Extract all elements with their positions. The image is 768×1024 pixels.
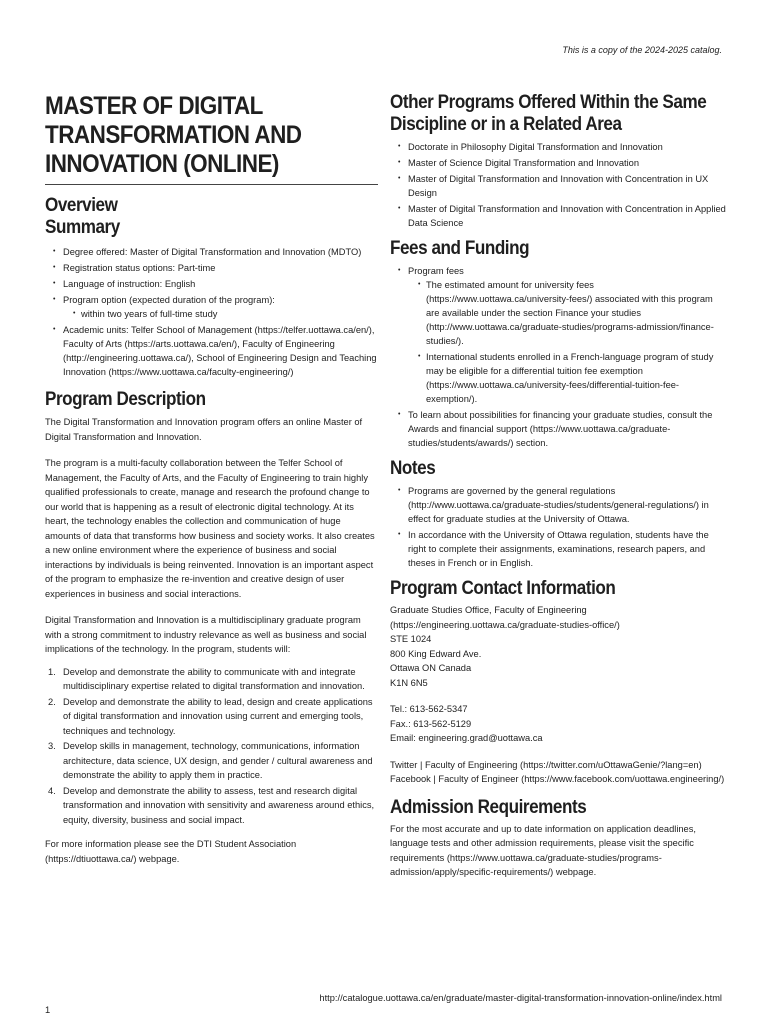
summary-heading: Summary	[45, 217, 120, 238]
list-item	[45, 293, 378, 321]
outcome-text: Develop and demonstrate the ability to lead, design and create applications of digital transformation and innovation using current and emerging tools, techniques and technology.	[63, 696, 373, 736]
admission-heading: Admission Requirements	[390, 796, 587, 818]
contact-address-line: K1N 6N5	[390, 677, 428, 688]
description-paragraph: For more information please see the DTI Student Association (https://dtiuottawa.ca/) webpage.	[45, 839, 297, 864]
program-description-heading: Program Description	[45, 389, 206, 410]
list-item: 2. Develop and demonstrate the ability to lead, design and create applications of digital transformation and innovation using current and emerging tools, techniques and technology.	[48, 696, 373, 736]
list-item-text: Program fees	[408, 266, 464, 276]
contact-heading: Program Contact Information	[390, 578, 616, 599]
list-item	[390, 264, 726, 406]
description-paragraph: Digital Transformation and Innovation is a multidisciplinary graduate program with a strong commitment to industry relevance as well as business and social implications of the technology. In the program, students will:	[45, 615, 367, 654]
contact-phone: Tel.: 613-562-5347	[390, 704, 468, 714]
catalog-note: This is a copy of the 2024-2025 catalog.	[562, 45, 722, 55]
contact-address-line: 800 King Edward Ave.	[390, 648, 482, 659]
list-item: • Master of Digital Transformation and Innovation with Concentration in Applied Data Science	[390, 202, 726, 230]
list-item: • within two years of full-time study	[63, 307, 378, 321]
sub-list	[63, 307, 378, 321]
outcome-text: Develop and demonstrate the ability to communicate with and integrate multidisciplinary expertise related to digital transformation and innovation.	[63, 666, 365, 691]
list-item: • Doctorate in Philosophy Digital Transformation and Innovation	[390, 140, 726, 154]
page-number: 1	[45, 1005, 51, 1015]
summary-list	[45, 245, 378, 379]
sub-list	[408, 278, 726, 406]
description-paragraph: The Digital Transformation and Innovation program offers an online Master of Digital Transformation and Innovation.	[45, 417, 363, 442]
list-item: 1. Develop and demonstrate the ability to communicate with and integrate multidisciplinary expertise related to digital transformation and innovation.	[48, 666, 365, 691]
list-item: • Language of instruction: English	[45, 277, 378, 291]
other-programs-list	[390, 140, 726, 230]
contact-facebook: Facebook | Faculty of Engineer (https://www.facebook.com/uottawa.engineering/)	[390, 774, 725, 784]
list-item-text: Program option (expected duration of the program):	[63, 295, 275, 305]
fees-list	[390, 264, 726, 450]
list-item: • Master of Science Digital Transformation and Innovation	[390, 156, 726, 170]
contact-email: Email: engineering.grad@uottawa.ca	[390, 733, 543, 743]
other-programs-heading: Other Programs Offered Within the Same Discipline or in a Related Area	[390, 92, 707, 135]
notes-list	[390, 484, 726, 570]
description-paragraph: The program is a multi-faculty collaboration between the Telfer School of Management, the Faculty of Arts, and the Faculty of Engineering to train highly qualified professionals to create, manage and research the profound change to our world that is happening as a result of electronic digital technology. At its heart, the technology enables the collection and communication of huge amounts of data that transforms how business and society works. It also creates a new online environment where the experience of business and social interactions by individuals is being reinvented. Innovation is an important aspect of the program to emphasize the re-invention and creative design of user experiences in business and social interactions.	[45, 458, 375, 599]
contact-twitter: Twitter | Faculty of Engineering (https://twitter.com/uOttawaGenie/?lang=en)	[390, 759, 702, 770]
list-item: 3. Develop skills in management, technology, communications, information architecture, data science, UX design, and gender / cultural awareness and demonstrate the ability to apply them in practice.	[48, 741, 373, 780]
contact-fax: Fax.: 613-562-5129	[390, 718, 472, 729]
right-column	[390, 92, 726, 880]
page-title: MASTER OF DIGITAL TRANSFORMATION AND INNOVATION (ONLINE)	[45, 92, 302, 178]
contact-address-line: Ottawa ON Canada	[390, 663, 472, 673]
list-item: • Master of Digital Transformation and Innovation with Concentration in UX Design	[390, 172, 726, 200]
list-item: • International students enrolled in a French-language program of study may be eligible for a differential tuition fee exemption (https://www.uottawa.ca/university-fees/differential-tuition-fee-exemption/).	[408, 350, 726, 406]
outcome-text: Develop skills in management, technology, communications, information architecture, data science, UX design, and gender / cultural awareness and demonstrate the ability to apply them in practice.	[63, 741, 373, 780]
list-item: • Registration status options: Part-time	[45, 261, 378, 275]
outcome-text: Develop and demonstrate the ability to assess, test and research digital transformation and innovation with sensitivity and awareness around ethics, equity, diversity, business and social impact.	[63, 785, 375, 825]
admission-text: For the most accurate and up to date information on application deadlines, language tests and other admission requirements, please visit the specific requirements (https://www.uottawa.ca/graduate-studies/programs-admission/apply/specific-requirements/) webpage.	[390, 823, 696, 877]
notes-heading: Notes	[390, 458, 436, 479]
contact-office: Graduate Studies Office, Faculty of Engineering (https://engineering.uottawa.ca/graduate-studies-office/)	[390, 605, 620, 630]
list-item: • The estimated amount for university fees (https://www.uottawa.ca/university-fees/) associated with this program are available under the section Finance your studies (http://www.uottawa.ca/graduate-studies/programs-admission/finance-studies/).	[408, 278, 726, 348]
list-item: • Degree offered: Master of Digital Transformation and Innovation (MDTO)	[45, 245, 378, 259]
title-divider	[45, 184, 378, 185]
list-item: 4. Develop and demonstrate the ability to assess, test and research digital transformation and innovation with sensitivity and awareness around ethics, equity, diversity, business and social impact.	[48, 785, 375, 825]
learning-outcomes-list	[45, 665, 378, 828]
list-item: • In accordance with the University of Ottawa regulation, students have the right to complete their assignments, examinations, research papers, and theses in French or in English.	[390, 528, 726, 570]
list-item: • Academic units: Telfer School of Management (https://telfer.uottawa.ca/en/), Faculty of Arts (https://arts.uottawa.ca/en/), Faculty of Engineering (http://engineering.uottawa.ca/), School of Engineering Design and Teaching Innovation (https://www.uottawa.ca/faculty-engineering/)	[45, 323, 378, 379]
overview-heading: Overview	[45, 195, 118, 216]
footer-url: http://catalogue.uottawa.ca/en/graduate/master-digital-transformation-innovation-online/index.html	[319, 993, 722, 1003]
left-column	[45, 92, 378, 866]
list-item: • Programs are governed by the general regulations (http://www.uottawa.ca/graduate-studies/students/general-regulations/) in effect for graduate studies at the University of Ottawa.	[390, 484, 726, 526]
list-item: • To learn about possibilities for financing your graduate studies, consult the Awards and financial support (https://www.uottawa.ca/graduate-studies/students/awards/) section.	[390, 408, 726, 450]
contact-address-line: STE 1024	[390, 634, 432, 644]
fees-heading: Fees and Funding	[390, 238, 530, 259]
